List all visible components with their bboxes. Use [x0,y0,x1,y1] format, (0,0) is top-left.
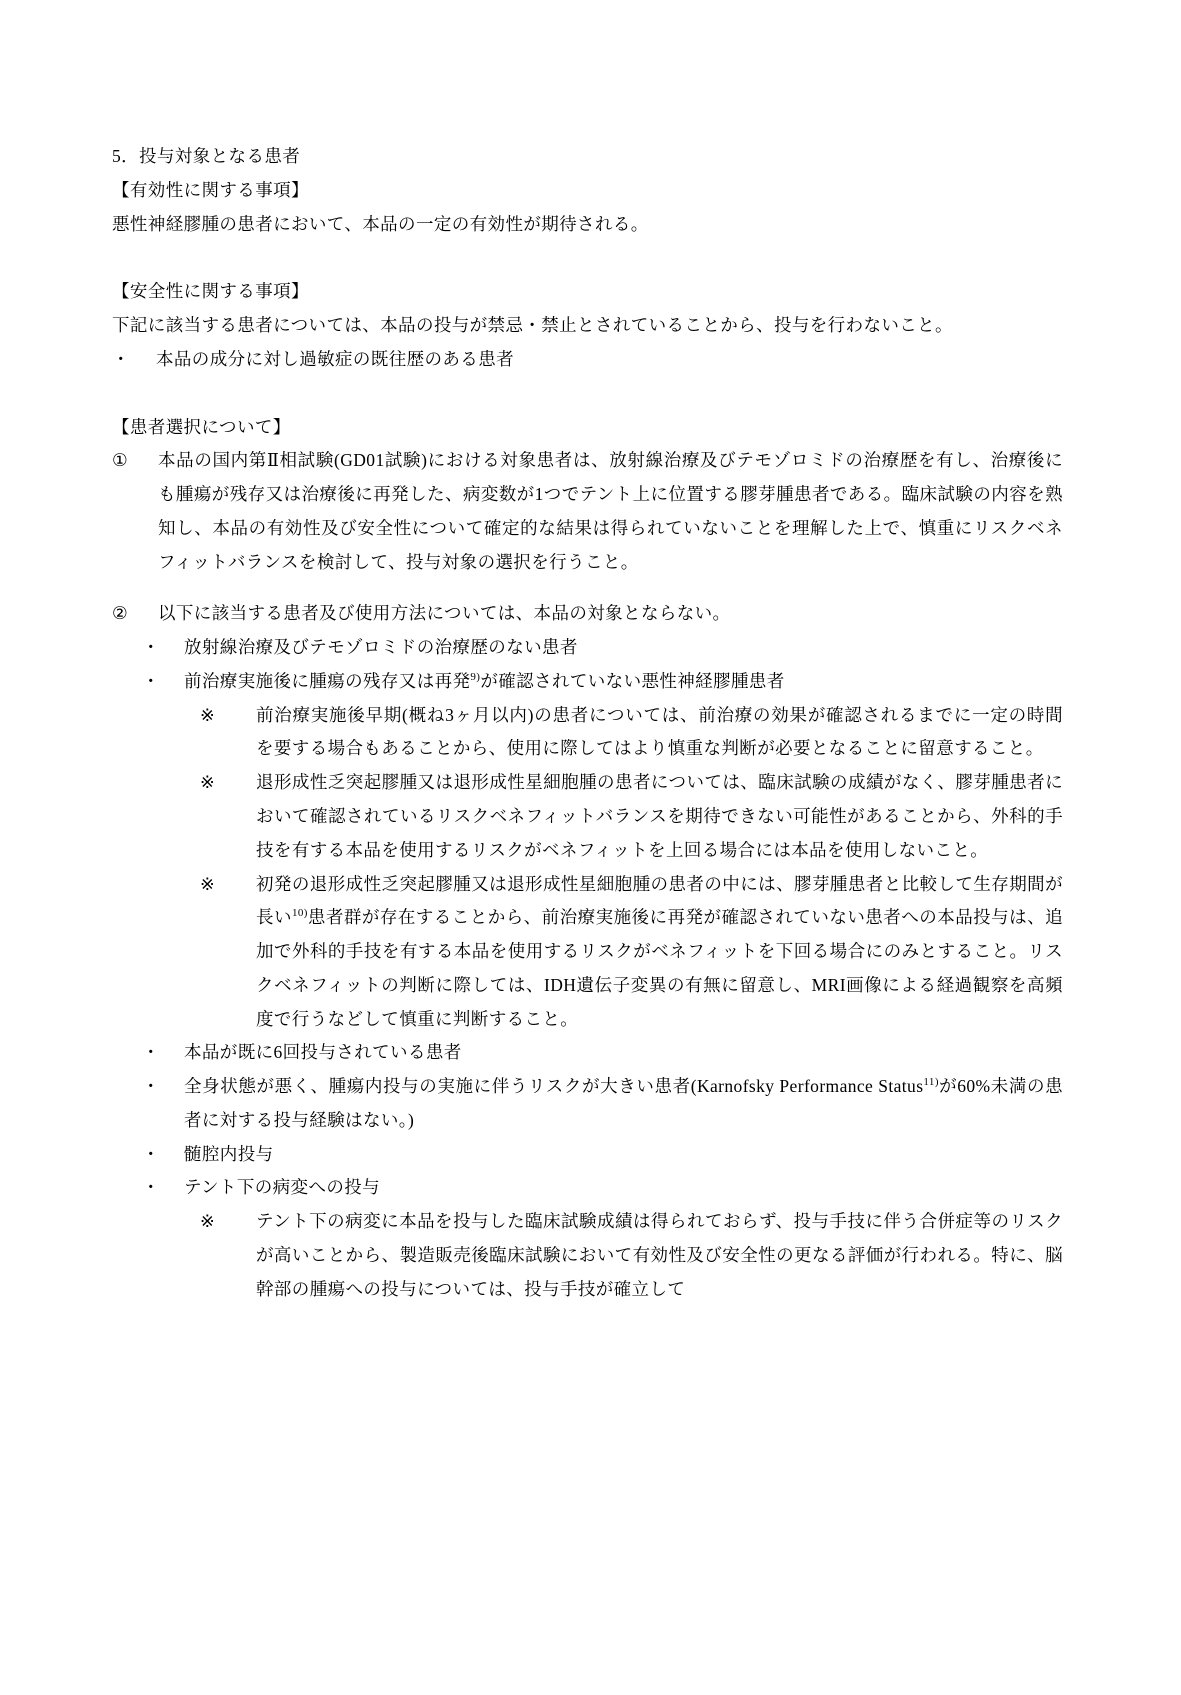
bullet-text: 本品が既に6回投与されている患者 [184,1042,462,1063]
note-marker: ※ [200,704,216,725]
bullet-text: 本品の成分に対し過敏症の既往歴のある患者 [156,348,514,369]
footnote-ref: 10) [291,907,308,920]
list-item [142,1171,1063,1205]
item-text: 本品の国内第Ⅱ相試験(GD01試験)における対象患者は、放射線治療及びテモゾロミドの治療歴を有し、治療後にも腫瘍が残存又は治療後に再発した、病変数が1つでテント上に位置する膠芽腫患者である。臨床試験の内容を熟知し、本品の有効性及び安全性について確定的な結果は得られていないことを理解した上で、慎重にリスクベネフィットバランスを検討して、投与対象の選択を行うこと。 [158,450,1063,572]
spacer [112,241,1063,275]
note-text: 前治療実施後早期(概ね3ヶ月以内)の患者については、前治療の効果が確認されるまでに一定の時間を要する場合もあることから、使用に際してはより慎重な判断が必要となることに留意すること。 [256,704,1063,759]
bullet-text-post: が60%未満の患者に対する投与経験はない。) [184,1076,1064,1130]
spacer [112,377,1063,411]
bullet-marker: ・ [142,1042,160,1063]
footnote-ref: 9) [470,671,481,684]
note-item [200,699,1063,767]
bullet-text-pre: 全身状態が悪く、腫瘍内投与の実施に伴うリスクが大きい患者(Karnofsky Performance Status [184,1076,924,1097]
footnote-ref: 11) [923,1076,939,1089]
bullet-text-pre: 前治療実施後に腫瘍の残存又は再発 [184,670,471,691]
note-text: 退形成性乏突起膠腫又は退形成性星細胞腫の患者については、臨床試験の成績がなく、膠芽腫患者において確認されているリスクベネフィットバランスを期待できない可能性があることから、外科的手技を有する本品を使用するリスクがベネフィットを上回る場合には本品を使用しないこと。 [256,772,1063,860]
note-marker: ※ [200,1211,216,1232]
note-item [200,766,1063,867]
list-item [142,1036,1063,1070]
note-marker: ※ [200,772,216,793]
selection-heading: 【患者選択について】 [112,416,291,437]
bullet-marker: ・ [142,1076,160,1097]
bullet-marker: ・ [142,637,160,658]
bullet-marker: ・ [142,670,160,691]
section-heading: 5．投与対象となる患者 [112,146,301,166]
note-text: テント下の病変に本品を投与した臨床試験成績は得られておらず、投与手技に伴う合併症等のリスクが高いことから、製造販売後臨床試験において有効性及び安全性の更なる評価が行われる。特に、脳幹部の腫瘍への投与については、投与手技が確立して [256,1211,1063,1299]
bullet-text-post: が確認されていない悪性神経膠腫患者 [480,670,785,691]
selection-item-2 [112,597,1063,631]
bullet-marker: ・ [142,1177,160,1198]
item-marker: ② [112,603,129,624]
note-text-a: 初発の退形成性乏突起膠腫又は退形成性星細胞腫の患者の中には、膠芽腫患者と比較して生存期間が長い [256,873,1063,928]
bullet-text [184,1070,1063,1138]
document-body [112,140,1063,1307]
efficacy-text: 悪性神経膠腫の患者において、本品の一定の有効性が期待される。 [112,213,649,234]
item-marker: ① [112,450,129,471]
note-text [256,868,1063,1037]
safety-text: 下記に該当する患者については、本品の投与が禁忌・禁止とされていることから、投与を行わないこと。 [112,315,953,336]
bullet-text: 髄腔内投与 [184,1143,274,1164]
efficacy-heading: 【有効性に関する事項】 [112,179,309,200]
list-item [142,1070,1063,1138]
note-item [200,1205,1063,1306]
list-item [142,665,1063,699]
note-marker: ※ [200,873,216,894]
bullet-marker: ・ [142,1143,160,1164]
bullet-text [184,665,1063,699]
item-text: 以下に該当する患者及び使用方法については、本品の対象とならない。 [158,603,731,624]
list-item [142,631,1063,665]
bullet-text: テント下の病変への投与 [184,1177,381,1198]
note-item [200,868,1063,1037]
selection-item-1 [112,444,1063,579]
safety-bullet [112,343,1063,377]
safety-heading: 【安全性に関する事項】 [112,281,309,302]
note-text-b: 患者群が存在することから、前治療実施後に再発が確認されていない患者への本品投与は、追加で外科的手技を有する本品を使用するリスクがベネフィットを下回る場合にのみとすること。リスクベネフィットの判断に際しては、IDH遺伝子変異の有無に留意し、MRI画像による経過観察を高頻度で行うなどして慎重に判断すること。 [256,907,1063,1029]
list-item [142,1138,1063,1172]
bullet-text: 放射線治療及びテモゾロミドの治療歴のない患者 [184,637,578,658]
spacer [112,579,1063,597]
bullet-marker: ・ [112,348,130,369]
